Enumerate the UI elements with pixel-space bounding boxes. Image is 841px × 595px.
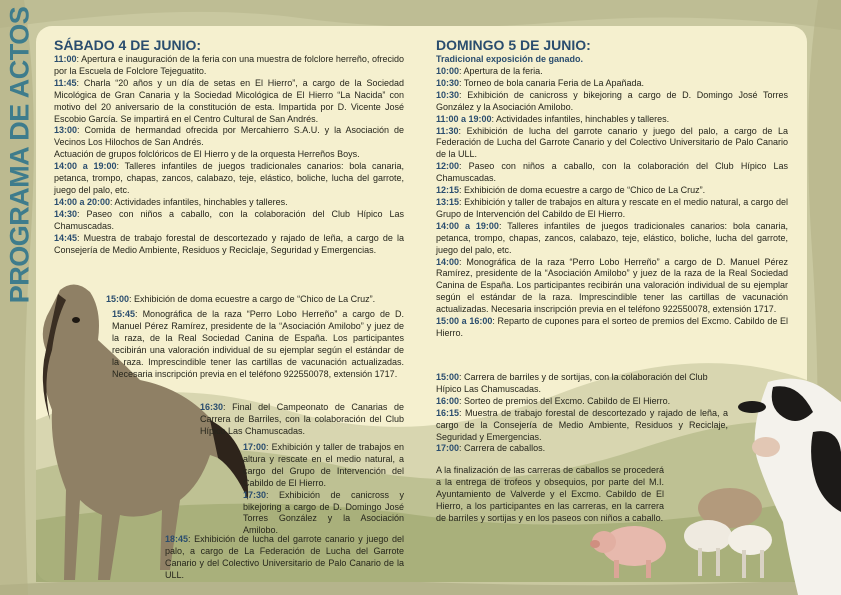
time: 17:30 [243, 489, 267, 500]
description: : Paseo con niños a caballo, con la colaboración del Club Hípico Las Chamuscadas. [436, 161, 788, 184]
side-title [2, 6, 38, 304]
description: : Torneo de bola canaria Feria de La Apañada. [459, 77, 645, 88]
schedule-item [436, 257, 788, 317]
closing-text: A la finalización de las carreras de caballos se procederá a la entrega de trofeos y obsequios, por parte del M.I. Ayuntamiento de Valverde y el Excmo. Cabildo de El Hierro, a los participantes en las carreras, en la carrera de barriles y sortijas y en los paseos con niños a caballo. [436, 465, 664, 523]
schedule-item [436, 78, 788, 90]
description: : Exhibición de lucha del garrote canario y juego del palo, a cargo de La Federación de Lucha del Garrote Canario y del Colectivo Universitario de Palo Canario de la ULL. [165, 534, 404, 580]
schedule-item [200, 402, 404, 438]
description: : Exhibición de canicross y bikejoring a cargo de D. Domingo José Torres González y la Asociación Amilobo. [243, 489, 404, 536]
description: : Exhibición de lucha del garrote canario y juego del palo, a cargo de La Federación de Lucha del Garrote Canario y del Colectivo Universitario de Palo Canario de la ULL. [436, 125, 788, 160]
time: 13:00 [54, 125, 78, 136]
time: 16:30 [200, 402, 224, 412]
time: 11:30 [436, 125, 459, 136]
schedule-item [436, 408, 728, 444]
schedule-item [436, 396, 728, 408]
saturday-list-indented [165, 534, 404, 582]
schedule-item [436, 114, 788, 126]
description: : Talleres infantiles de juegos tradicionales canarios: bola canaria, petanca, trompo, chapas, zancos, calabazo, teje, elástico, boliche, lucha del garrote, juego del palo, etc. [54, 161, 404, 195]
saturday-heading: SÁBADO 4 DE JUNIO: [54, 37, 202, 53]
schedule-item [436, 66, 788, 78]
description: : Exhibición de canicross y bikejoring a cargo de D. Domingo José Torres González y la Asociación Amilobo. [436, 89, 788, 112]
closing-note [436, 465, 664, 525]
schedule-item [112, 309, 404, 380]
time: 14:00 a 19:00 [436, 220, 499, 231]
schedule-item [54, 209, 404, 233]
sheep-illustration [668, 478, 788, 588]
schedule-item [54, 78, 404, 126]
description: : Charla “20 años y un día de setas en El Hierro”, a cargo de la Sociedad Micológica de Gran Canaria y la Sociedad Micológica de El Hierro “La Nacida” con motivo del 20 aniversario de la constitución de esta. Impartida por D. Vicente José Escobio García. Se impartirá en el Centro Cultural de San Andrés. [54, 77, 404, 124]
saturday-list-indented [243, 442, 404, 537]
schedule-item [54, 149, 404, 161]
description: : Muestra de trabajo forestal de descortezado y rajado de leña, a cargo de la Consejería de Medio Ambiente, Residuos y Reciclaje, Seguridad y Emergencias. [54, 232, 404, 255]
description: : Reparto de cupones para el sorteo de premios del Excmo. Cabildo de El Hierro. [436, 316, 789, 338]
saturday-list-indented [112, 309, 404, 380]
schedule-item [243, 490, 404, 538]
schedule-item [243, 442, 404, 490]
saturday-list-indented [106, 294, 404, 306]
description: : Muestra de trabajo forestal de descortezado y rajado de leña, a cargo de la Consejería de Medio Ambiente, Residuos y Reciclaje, Seguridad y Emergencias. [436, 407, 728, 442]
description: Actuación de grupos folclóricos de El Hierro y de la orquesta Herreños Boys. [54, 149, 360, 160]
time: 15:00 [106, 294, 130, 304]
time: 16:15 [436, 407, 460, 418]
description: : Final del Campeonato de Canarias de Carrera de Barriles, con la colaboración del Club Hípico Las Chamuscadas. [200, 402, 404, 436]
schedule-item [436, 185, 788, 197]
time: 13:15 [436, 196, 460, 207]
time: 11:45 [54, 77, 77, 88]
description: : Exhibición y taller de trabajos en altura y rescate en el medio natural, a cargo del Grupo de Intervención del Cabildo de El Hierro. [243, 442, 404, 488]
time: 12:00 [436, 161, 460, 172]
description: : Comida de hermandad ofrecida por Mercahierro S.A.U. y la Asociación de Vecinos Los Hilochos de San Andrés. [54, 125, 404, 148]
schedule-item [54, 161, 404, 197]
time: 15:00 [436, 372, 460, 382]
schedule-item [436, 161, 788, 185]
schedule-item [436, 443, 728, 455]
description: : Exhibición de doma ecuestre a cargo de “Chico de La Cruz”. [459, 185, 706, 196]
schedule-item [54, 125, 404, 149]
time: 14:00 [436, 256, 460, 267]
description: : Apertura de la feria. [459, 66, 543, 76]
saturday-list-indented [200, 402, 404, 438]
description: : Talleres infantiles de juegos tradicionales canarios: bola canaria, petanca, trompo, chapas, zancos, calabazo, teje, elástico, boliche, lucha del garrote, juego del palo, etc. [436, 220, 788, 255]
description: : Carrera de barriles y de sortijas, con la colaboración del Club Hípico Las Chamuscadas. [436, 372, 708, 394]
description: : Actividades infantiles, hinchables y talleres. [110, 196, 288, 207]
time: 11:00 [54, 54, 77, 64]
schedule-item [106, 294, 404, 306]
time: 16:00 [436, 395, 460, 406]
time: 14:00 a 19:00 [54, 161, 117, 172]
schedule-item [54, 54, 404, 78]
description: : Paseo con niños a caballo, con la colaboración del Club Hípico Las Chamuscadas. [54, 208, 404, 231]
time: 17:00 [243, 442, 267, 452]
schedule-item [436, 126, 788, 162]
schedule-item [54, 197, 404, 209]
side-title-text: PROGRAMA DE ACTOS [4, 6, 35, 304]
time: 10:30 [436, 89, 460, 100]
description: : Actividades infantiles, hinchables y talleres. [491, 113, 670, 124]
time: 15:45 [112, 309, 136, 319]
sunday-list [436, 66, 788, 340]
time: 14:30 [54, 208, 78, 219]
schedule-item [436, 221, 788, 257]
description: : Apertura e inauguración de la feria con una muestra de folclore herreño, ofrecido por la Escuela de Folclore Tejeguatito. [54, 54, 404, 76]
description: : Monográfica de la raza “Perro Lobo Herreño” a cargo de D. Manuel Pérez Ramírez, presidente de la “Asociación Amilobo” y juez de la raza, de la Real Sociedad Canina de España. Los participantes recibirán una valoración individual de su ejemplar según el estándar de la raza. Imprescindible tener las cartillas de vacunación actualizadas. Necesaria inscripción previa en el teléfono 922550078, extensión 1717. [112, 309, 404, 379]
description: : Exhibición y taller de trabajos en altura y rescate en el medio natural, a cargo del Grupo de Intervención del Cabildo de El Hierro. [436, 196, 788, 219]
schedule-item [436, 372, 728, 396]
time: 11:00 a 19:00 [436, 113, 492, 124]
sunday-heading: DOMINGO 5 DE JUNIO: [436, 37, 591, 53]
time: 10:00 [436, 66, 460, 76]
saturday-list [54, 54, 404, 256]
description: : Carrera de caballos. [459, 443, 546, 454]
sunday-subheading-text: Tradicional exposición de ganado. [436, 54, 584, 64]
description: : Monográfica de la raza “Perro Lobo Herreño” a cargo de D. Manuel Pérez Ramírez, presidente de la “Asociación Amilobo” y juez de la raza de la Real Sociedad Canina de España. Los participantes recibirán una valoración individual de su ejemplar según el estándar de la raza. Imprescindible tener las cartillas de vacunación actualizadas. Necesaria inscripción previa en el teléfono 922550078, extensión 1717. [436, 256, 788, 315]
schedule-item [54, 233, 404, 257]
time: 17:00 [436, 443, 460, 454]
sunday-list-narrow [436, 372, 728, 455]
time: 15:00 a 16:00 [436, 316, 493, 327]
description: : Sorteo de premios del Excmo. Cabildo de El Hierro. [459, 395, 671, 406]
schedule-item [436, 316, 788, 340]
description: : Exhibición de doma ecuestre a cargo de “Chico de La Cruz”. [129, 294, 376, 304]
time: 18:45 [165, 534, 189, 544]
time: 14:00 a 20:00 [54, 196, 111, 207]
schedule-item [165, 534, 404, 582]
time: 14:45 [54, 232, 78, 243]
schedule-item [436, 197, 788, 221]
time: 10:30 [436, 77, 460, 88]
time: 12:15 [436, 185, 460, 196]
schedule-item [436, 90, 788, 114]
sunday-subheading [436, 54, 796, 66]
